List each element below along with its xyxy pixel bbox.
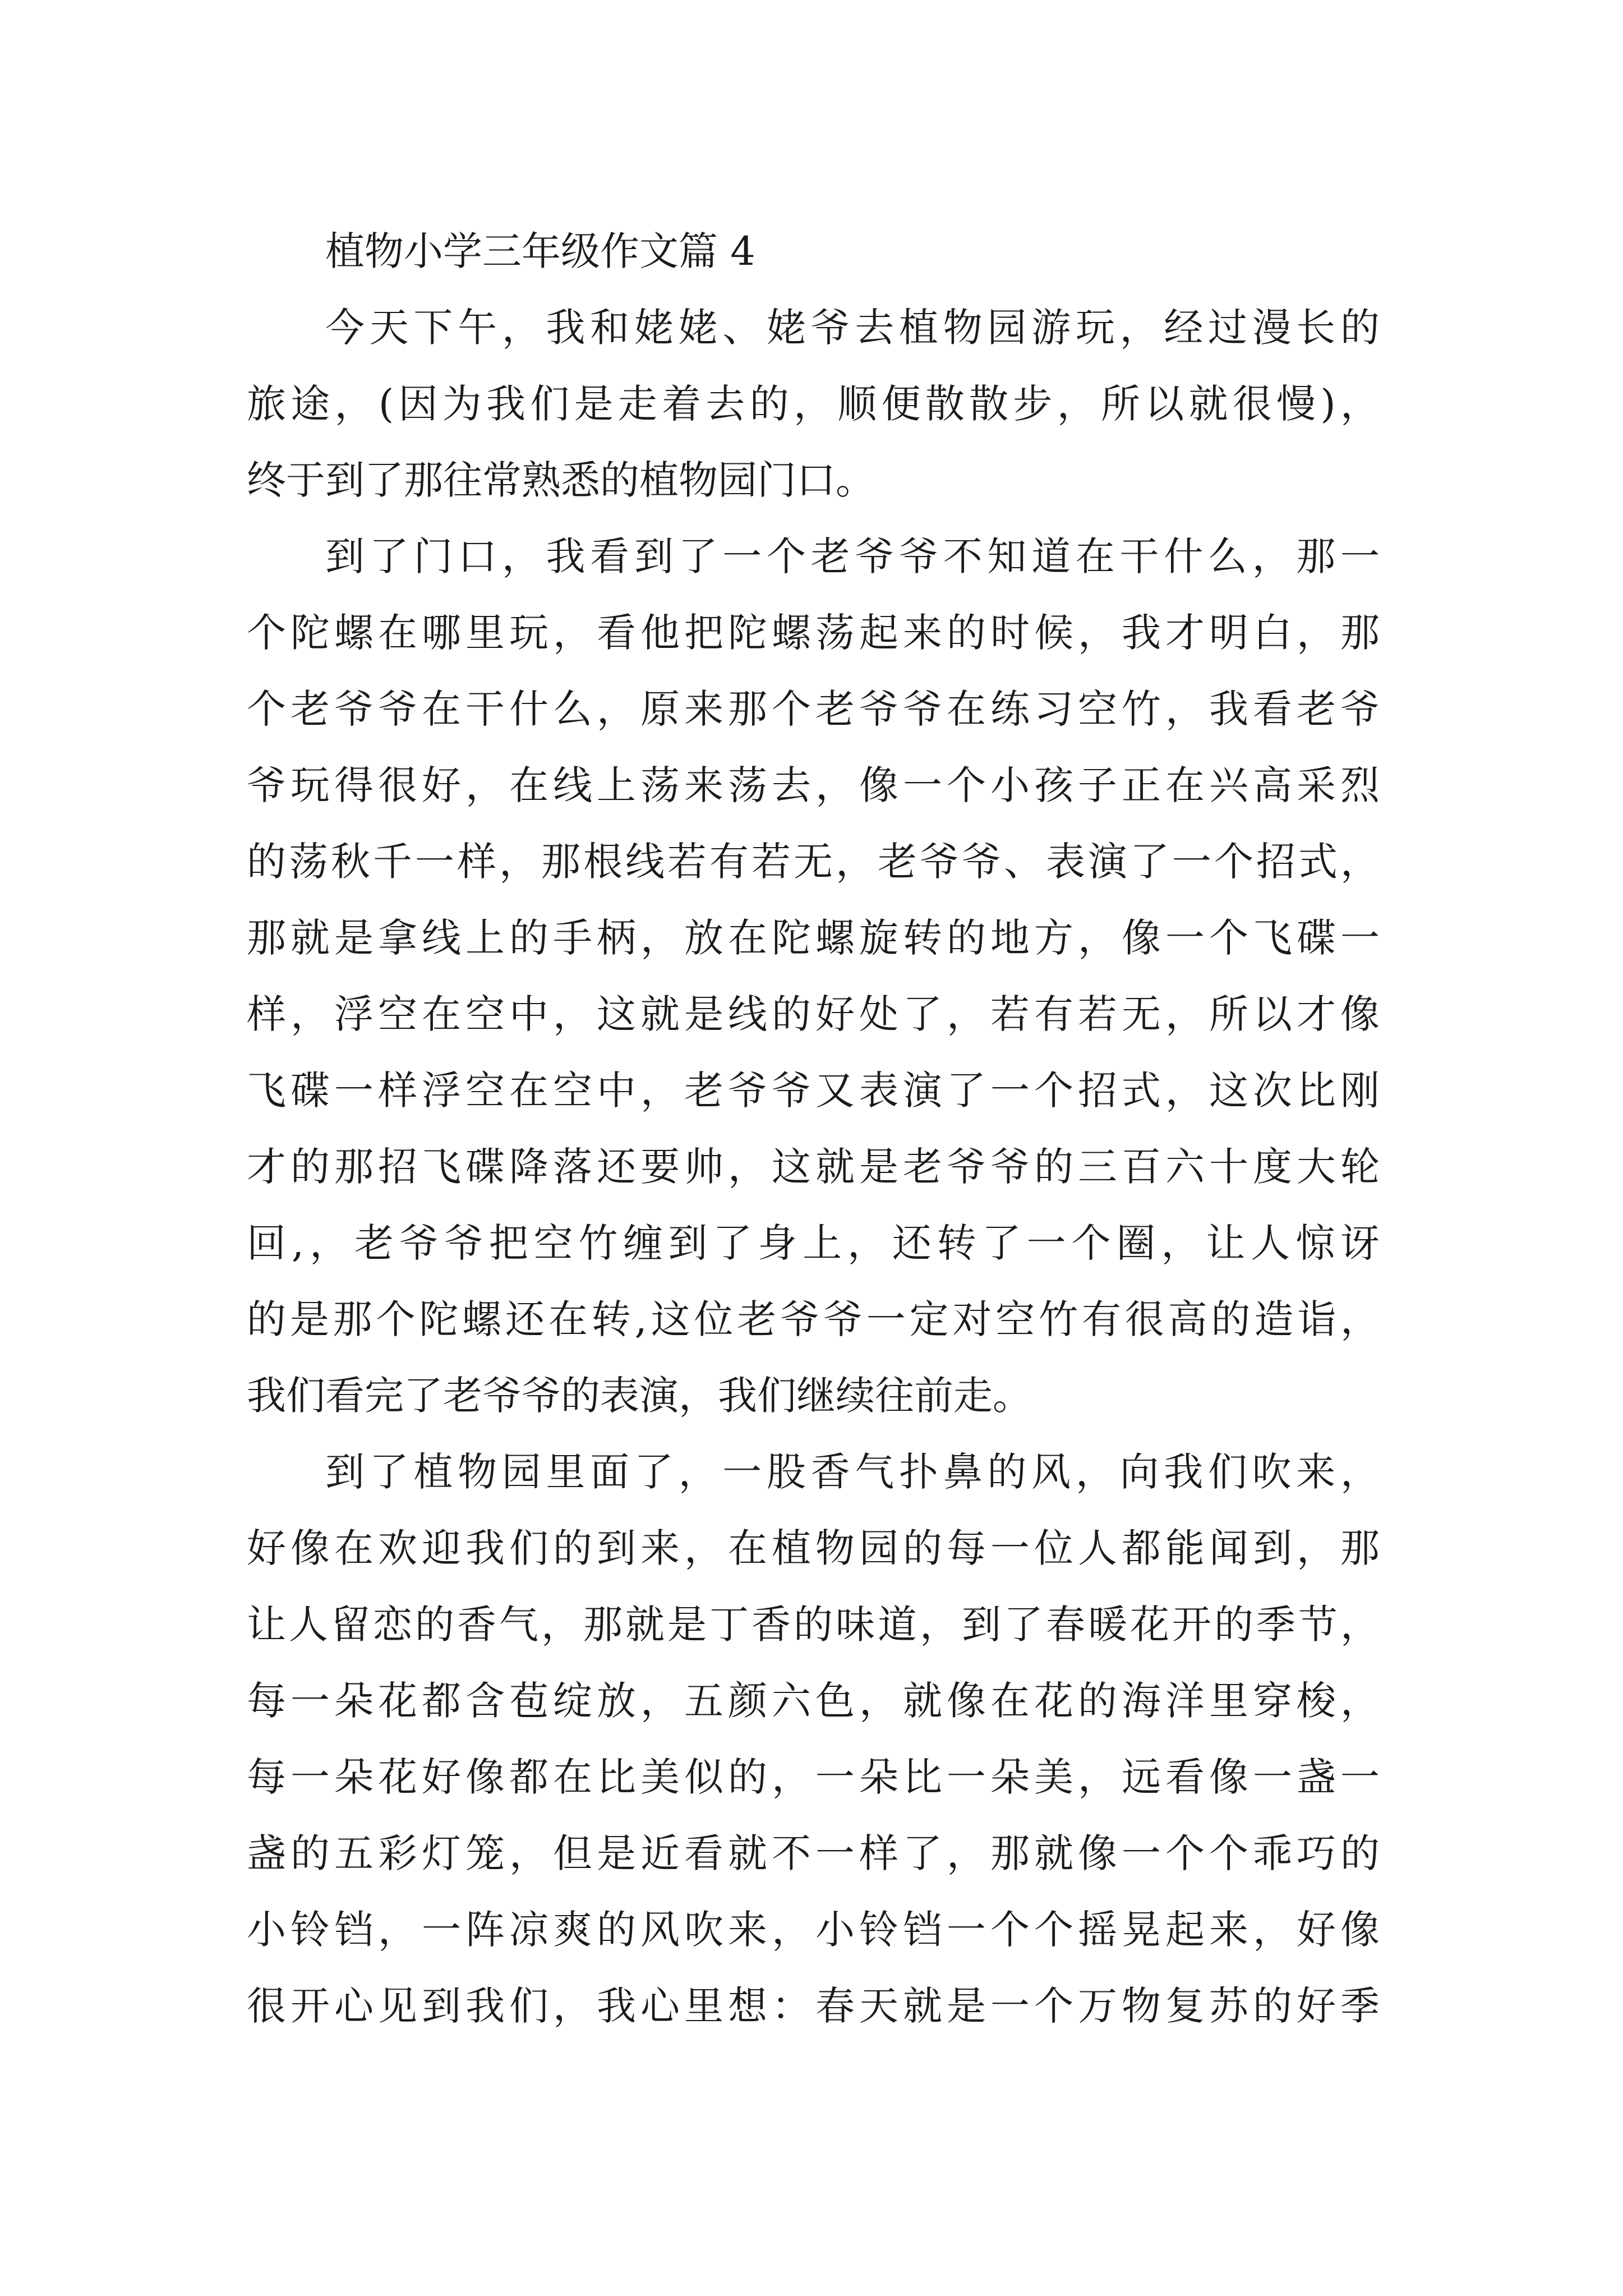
text-line: 才的那招飞碟降落还要帅，这就是老爷爷的三百六十度大轮 bbox=[247, 1144, 1380, 1190]
text-line: 让人留恋的香气，那就是丁香的味道，到了春暖花开的季节， bbox=[247, 1602, 1380, 1648]
text-line: 的是那个陀螺还在转,这位老爷爷一定对空竹有很高的造诣， bbox=[247, 1296, 1380, 1342]
text-line: 个陀螺在哪里玩，看他把陀螺荡起来的时候，我才明白，那 bbox=[247, 610, 1380, 656]
text-line: 旅途，(因为我们是走着去的，顺便散散步，所以就很慢)， bbox=[247, 381, 1380, 427]
text-line: 我们看完了老爷爷的表演，我们继续往前走。 bbox=[247, 1373, 1032, 1419]
text-line: 回,，老爷爷把空竹缠到了身上，还转了一个圈，让人惊讶 bbox=[247, 1220, 1380, 1266]
text-line: 每一朵花都含苞绽放，五颜六色，就像在花的海洋里穿梭， bbox=[247, 1678, 1380, 1724]
paragraph-3 bbox=[247, 1434, 1380, 2044]
text-line: 终于到了那往常熟悉的植物园门口。 bbox=[247, 457, 875, 503]
document-title: 植物小学三年级作文篇 4 bbox=[325, 228, 755, 274]
text-line: 爷玩得很好，在线上荡来荡去，像一个小孩子正在兴高采烈 bbox=[247, 762, 1380, 808]
document-body bbox=[247, 213, 1380, 2044]
text-line: 那就是拿线上的手柄，放在陀螺旋转的地方，像一个飞碟一 bbox=[247, 915, 1380, 961]
paragraph-1 bbox=[247, 289, 1380, 518]
text-line: 今天下午，我和姥姥、姥爷去植物园游玩，经过漫长的 bbox=[325, 305, 1380, 351]
text-line: 盏的五彩灯笼，但是近看就不一样了，那就像一个个乖巧的 bbox=[247, 1830, 1380, 1876]
text-line: 好像在欢迎我们的到来，在植物园的每一位人都能闻到，那 bbox=[247, 1525, 1380, 1571]
text-line: 的荡秋千一样，那根线若有若无，老爷爷、表演了一个招式， bbox=[247, 839, 1380, 885]
text-line: 飞碟一样浮空在空中，老爷爷又表演了一个招式，这次比刚 bbox=[247, 1068, 1380, 1114]
text-line: 到了门口，我看到了一个老爷爷不知道在干什么，那一 bbox=[325, 533, 1380, 579]
paragraph-2 bbox=[247, 518, 1380, 1434]
text-line: 样，浮空在空中，这就是线的好处了，若有若无，所以才像 bbox=[247, 991, 1380, 1037]
text-line: 到了植物园里面了，一股香气扑鼻的风，向我们吹来， bbox=[325, 1449, 1380, 1495]
text-line: 每一朵花好像都在比美似的，一朵比一朵美，远看像一盏一 bbox=[247, 1754, 1380, 1800]
text-line: 个老爷爷在干什么，原来那个老爷爷在练习空竹，我看老爷 bbox=[247, 686, 1380, 732]
text-line: 小铃铛，一阵凉爽的风吹来，小铃铛一个个摇晃起来，好像 bbox=[247, 1907, 1380, 1953]
text-line: 很开心见到我们，我心里想：春天就是一个万物复苏的好季 bbox=[247, 1983, 1380, 2029]
